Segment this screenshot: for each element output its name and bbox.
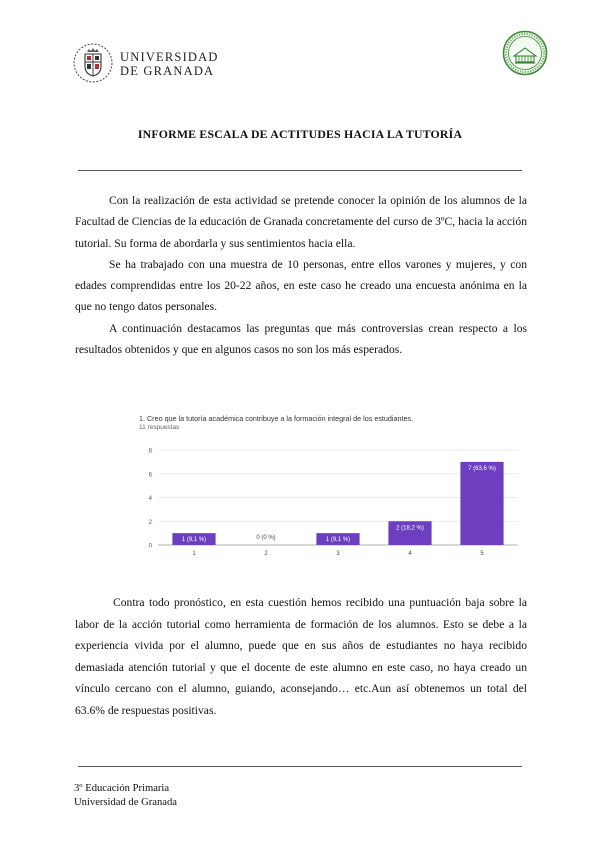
chart-data-label: 0 (0 %) [256,535,276,541]
paragraph-transition: A continuación destacamos las preguntas que más controversias crean respecto a los resultados obtenidos y que en algunos casos no son los más esperados. [75,321,527,357]
page-footer [74,782,177,810]
footer-course: 3º Educación Primaria [74,783,170,794]
chart-ytick-label: 8 [148,448,152,455]
page-header [0,0,600,100]
chart-xtick-label: 2 [264,551,268,557]
chart-ytick-label: 2 [148,519,152,526]
chart-data-label: 1 (9,1 %) [181,537,207,544]
chart-ytick-label: 6 [148,472,152,479]
chart-plot-area [138,410,524,562]
chart-xtick-label: 4 [408,551,412,557]
university-name-line2: DE GRANADA [120,64,215,78]
paragraph-sample: Se ha trabajado con una muestra de 10 personas, entre ellos varones y mujeres, y con edades comprendidas entre los 20-22 años, en este caso he creado una encuesta anónima en la que no tengo datos personales. [75,257,527,314]
chart-xtick-label: 5 [480,551,484,557]
title-divider [78,170,522,171]
faculty-seal-icon [502,30,548,76]
chart-title: 1. Creo que la tutoría académica contribuye a la formación integral de los estudiantes. [139,414,414,423]
chart-ytick-label: 4 [148,496,152,502]
intro-text [75,190,527,360]
chart-data-label: 1 (9,1 %) [325,537,351,544]
university-crest-icon [72,42,114,84]
chart-data-label: 7 (63,6 %) [468,465,496,472]
chart-xtick-label: 3 [336,551,340,557]
footer-divider [78,766,522,767]
university-name-line1: UNIVERSIDAD [120,50,219,64]
chart-data-label: 2 (18,2 %) [396,525,424,532]
university-logo [72,42,222,86]
chart-bar [460,462,503,545]
chart-xtick-label: 1 [192,551,196,557]
paragraph-objective: Con la realización de esta actividad se pretende conocer la opinión de los alumnos de la Facultad de Ciencias de la educación de Granada concretamente del curso de 3ºC, hacia la acción tutorial. Su forma de abordarla y sus sentimientos hacia ella. [75,194,527,250]
bar-chart [138,410,524,562]
chart-ytick-label: 0 [148,543,152,550]
analysis-text [75,592,527,722]
university-name [120,50,219,78]
document-title: INFORME ESCALA DE ACTITUDES HACIA LA TUTORÍA [137,127,463,141]
paragraph-analysis: Contra todo pronóstico, en esta cuestión hemos recibido una puntuación baja sobre la labor de la acción tutorial como herramienta de formación de los alumnos. Esto se debe a la experiencia vivida por el alumno, puede que en sus años de estudiantes no haya recibido demasiada atención tutorial y que el docente de este alumno en este caso, no haya creado un vínculo cercano con el alumno, guiando, aconsejando… etc.Aun así obtenemos un total del 63.6% de respuestas positivas. [75,596,527,717]
footer-institution: Universidad de Granada [74,797,177,808]
chart-subtitle: 11 respuestas [139,424,180,431]
